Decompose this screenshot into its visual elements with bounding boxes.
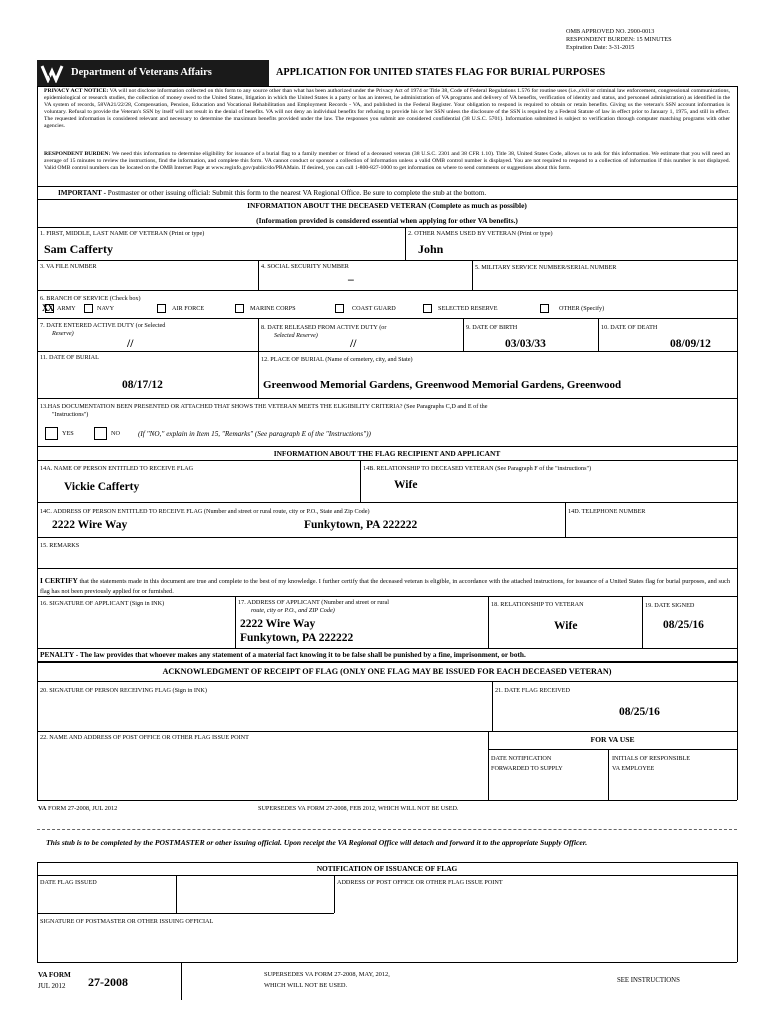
branch-navy-label: NAVY [97,305,115,312]
stub-address-label: ADDRESS OF POST OFFICE OR OTHER FLAG ISSUE POINT [337,879,503,886]
respondent-burden: RESPONDENT BURDEN: We need this information to determine eligibility for issuance of a burial flag to a family member or friend of a deceased veteran (38 U.S.C. 2301 and 38 CFR 1.10). Title 38, United States Code, allows us to ask for this information. We estimate that you will need an average of 15 minutes to review the instructions, find the information, and complete this form. VA cannot conduct or sponsor a collection of information unless a valid OMB control number is displayed. You are not required to respond to a collection of information if this number is not displayed. Valid OMB control numbers can be located on the OMB Internet Page at www.reginfo.gov/public/do/PRAMain. If desired, you can call 1-800-827-1000 to get information on where to send comments or suggestions about this form. [44,151,730,172]
field-13-no-label: NO [111,430,120,437]
footer2-see-instructions: SEE INSTRUCTIONS [617,977,680,984]
branch-airforce-label: AIR FORCE [172,305,205,312]
field-19-value[interactable]: 08/25/16 [663,619,704,631]
field-13-yes-checkbox[interactable] [45,427,58,440]
branch-marine-label: MARINE CORPS [250,305,296,312]
penalty-notice: PENALTY - The law provides that whoever makes any statement of a material fact knowing it to be false shall be punished by a fine, imprisonment, or both. [40,650,526,659]
footer2-supersedes-2: WHICH WILL NOT BE USED. [264,982,348,989]
field-7-label: 7. DATE ENTERED ACTIVE DUTY (or Selected [40,322,166,329]
field-16-label: 16. SIGNATURE OF APPLICANT (Sign in INK) [40,600,165,607]
field-14d-label: 14D. TELEPHONE NUMBER [568,508,646,515]
section-acknowledgment-title: ACKNOWLEDGMENT OF RECEIPT OF FLAG (ONLY ONE FLAG MAY BE ISSUED FOR EACH DECEASED VETERAN) [162,667,612,676]
field-13-note: (If "NO," explain in Item 15, "Remarks" (See paragraph E of the "Instructions")) [138,430,371,438]
field-8-label: 8. DATE RELEASED FROM ACTIVE DUTY (or [261,324,387,331]
stub-date-label: DATE FLAG ISSUED [40,879,97,886]
field-22-label: 22. NAME AND ADDRESS OF POST OFFICE OR OTHER FLAG ISSUE POINT [40,734,249,741]
field-14a-value[interactable]: Vickie Cafferty [64,481,140,493]
field-21-value[interactable]: 08/25/16 [619,706,660,718]
va-use-col1: DATE NOTIFICATION [491,755,552,762]
field-9-value[interactable]: 03/03/33 [505,338,546,350]
omb-number: OMB APPROVED NO. 2900-0013 [566,28,655,35]
field-2-value[interactable]: John [418,242,444,256]
field-14c-city[interactable]: Funkytown, PA 222222 [304,519,418,531]
field-17-city[interactable]: Funkytown, PA 222222 [240,632,354,644]
field-3-label: 3. VA FILE NUMBER [40,263,97,270]
field-4-label: 4. SOCIAL SECURITY NUMBER [261,263,349,270]
field-2-label: 2. OTHER NAMES USED BY VETERAN (Print or type) [408,230,553,237]
branch-navy-checkbox[interactable] [84,304,93,313]
branch-airforce-checkbox[interactable] [157,304,166,313]
field-20-label: 20. SIGNATURE OF PERSON RECEIVING FLAG (Sign in INK) [40,687,207,694]
field-15-label: 15. REMARKS [40,542,80,549]
footer2-form-number: 27-2008 [88,975,128,989]
va-header-bar [37,60,269,86]
branch-other-label: OTHER (Specify) [559,305,605,312]
footer2-va-form: VA FORM [38,971,71,979]
field-13-label: 13.HAS DOCUMENTATION BEEN PRESENTED OR ATTACHED THAT SHOWS THE VETERAN MEETS THE ELIGIBILITY CRITERIA? (See Paragraphs C,D and E of the [40,403,488,410]
footer2-supersedes-1: SUPERSEDES VA FORM 27-2008, MAY, 2012, [264,971,390,978]
field-5-label: 5. MILITARY SERVICE NUMBER/SERIAL NUMBER [475,264,617,271]
privacy-notice: PRIVACY ACT NOTICE: VA will not disclose information collected on this form to any source other than what has been authorized under the Privacy Act of 1974 or Title 38, Code of Federal Regulations 1.576 for routine uses (i.e.,civil or criminal law enforcement, congressional communications, epidemiological or research studies, the collection of money owed to the United States, litigation in which the United States is a party or has an interest, he administration of VA programs and delivery of VA benefits, verification of identity and status, and personnel administration) as identified in the VA system of records, 58VA21/22/28, Compensation, Pension, Education and Vocational Rehabilitation and Employment Records - VA, and published in the Federal Register. Your obligation to respond is required to obtain or retain benefits. Giving us the veteran's SSN account information is voluntary. Refusal to provide the Veteran's SSN by itself will not result in the denial of benefits. VA will not deny an individual benefits for refusing to provide his or her SSN unless the disclosure of the SSN is required by a Federal Statute of law in effect prior to January 1, 1975, and still in effect. The requested information is considered relevant and necessary to determine the maximum benefits provided under the law. The responses you submit are considered confidential (38 U.S.C. 5701). Information submitted is subject to verification through computer matching programs with other agencies. [44,88,730,130]
footer-supersedes: SUPERSEDES VA FORM 27-2008, FEB 2012, WHICH WILL NOT BE USED. [258,805,459,812]
field-14b-value[interactable]: Wife [394,479,418,491]
department-name: Department of Veterans Affairs [71,67,212,78]
field-14b-label: 14B. RELATIONSHIP TO DECEASED VETERAN (See Paragraph F of the "instructions") [363,465,592,472]
field-7-value[interactable]: // [127,338,134,350]
field-10-label: 10. DATE OF DEATH [601,324,658,331]
va-use-col1b: FORWARDED TO SUPPLY [491,765,563,772]
field-11-label: 11. DATE OF BURIAL [40,354,99,361]
footer-form-id: VA FORM 27-2008, JUL 2012 [38,805,118,812]
branch-marine-checkbox[interactable] [235,304,244,313]
field-9-label: 9. DATE OF BIRTH [466,324,518,331]
important-note: IMPORTANT - Postmaster or other issuing official: Submit this form to the nearest VA Regional Office. Be sure to complete the stub at the bottom. [58,189,487,197]
field-11-value[interactable]: 08/17/12 [122,379,163,391]
certification-text: I CERTIFY that the statements made in this document are true and complete to the best of my knowledge. I further certify that the deceased veteran is eligible, in accordance with the attached instructions, for issuance of a United States flag for burial purposes, and such flag has not been previously applied for or furnished. [40,576,730,595]
field-14c-street[interactable]: 2222 Wire Way [52,519,128,531]
field-21-label: 21. DATE FLAG RECEIVED [495,687,570,694]
field-14c-label: 14C. ADDRESS OF PERSON ENTITLED TO RECEIVE FLAG (Number and street or rural route, city or P.O., State and Zip Code) [40,508,370,515]
field-12-value[interactable]: Greenwood Memorial Gardens, Greenwood Memorial Gardens, Greenwood [263,379,622,391]
field-17-street[interactable]: 2222 Wire Way [240,618,316,630]
field-14a-label: 14A. NAME OF PERSON ENTITLED TO RECEIVE FLAG [40,465,194,472]
branch-reserve-label: SELECTED RESERVE [438,305,498,312]
field-18-label: 18. RELATIONSHIP TO VETERAN [491,601,584,608]
branch-other-checkbox[interactable] [540,304,549,313]
branch-reserve-checkbox[interactable] [423,304,432,313]
field-10-value[interactable]: 08/09/12 [670,338,711,350]
field-17-label: 17. ADDRESS OF APPLICANT (Number and street or rural [238,599,389,606]
va-use-title: FOR VA USE [590,735,635,744]
branch-coastguard-label: COAST GUARD [352,305,396,312]
field-4-value[interactable]: – [348,274,354,286]
branch-army-label: ARMY [57,305,76,312]
stub-title: NOTIFICATION OF ISSUANCE OF FLAG [316,864,458,873]
field-1-label: 1. FIRST, MIDDLE, LAST NAME OF VETERAN (Print or type) [40,230,205,237]
field-6-label: 6. BRANCH OF SERVICE (Check box) [40,295,141,302]
field-13-label-2: "Instructions") [52,411,89,418]
va-logo-icon [40,63,64,83]
section-deceased-subtitle: (Information provided is considered essential when applying for other VA benefits.) [256,216,518,225]
tear-line [37,829,737,830]
field-1-value[interactable]: Sam Cafferty [44,242,113,256]
field-8-value[interactable]: // [350,338,357,350]
field-12-label: 12. PLACE OF BURIAL (Name of cemetery, city, and State) [261,356,413,363]
stub-signature-label: SIGNATURE OF POSTMASTER OR OTHER ISSUING OFFICIAL [40,918,214,925]
va-use-col2: INITIALS OF RESPONSIBLE [612,755,691,762]
field-17-label-2: route, city or P.O., and ZIP Code) [251,607,335,614]
branch-army-mark: XX [42,303,53,313]
field-13-no-checkbox[interactable] [94,427,107,440]
form-title: APPLICATION FOR UNITED STATES FLAG FOR BURIAL PURPOSES [276,67,606,78]
field-18-value[interactable]: Wife [554,620,578,632]
footer2-date: JUL 2012 [38,982,66,990]
field-13-yes-label: YES [62,430,74,437]
field-19-label: 19. DATE SIGNED [645,602,695,609]
va-use-col2b: VA EMPLOYEE [612,765,655,772]
stub-instructions: This stub is to be completed by the POSTMASTER or other issuing official. Upon receipt the VA Regional Office will detach and forward it to the appropriate Supply Officer. [46,838,588,847]
omb-expiration: Expiration Date: 3-31-2015 [566,44,635,51]
section-recipient-title: INFORMATION ABOUT THE FLAG RECIPIENT AND APPLICANT [273,449,501,458]
section-deceased-title: INFORMATION ABOUT THE DECEASED VETERAN (Complete as much as possible) [247,201,527,210]
omb-burden: RESPONDENT BURDEN: 15 MINUTES [566,36,672,43]
field-8-label-2: Selected Reserve) [274,332,318,339]
field-7-label-2: Reserve) [52,330,74,337]
branch-coastguard-checkbox[interactable] [335,304,344,313]
